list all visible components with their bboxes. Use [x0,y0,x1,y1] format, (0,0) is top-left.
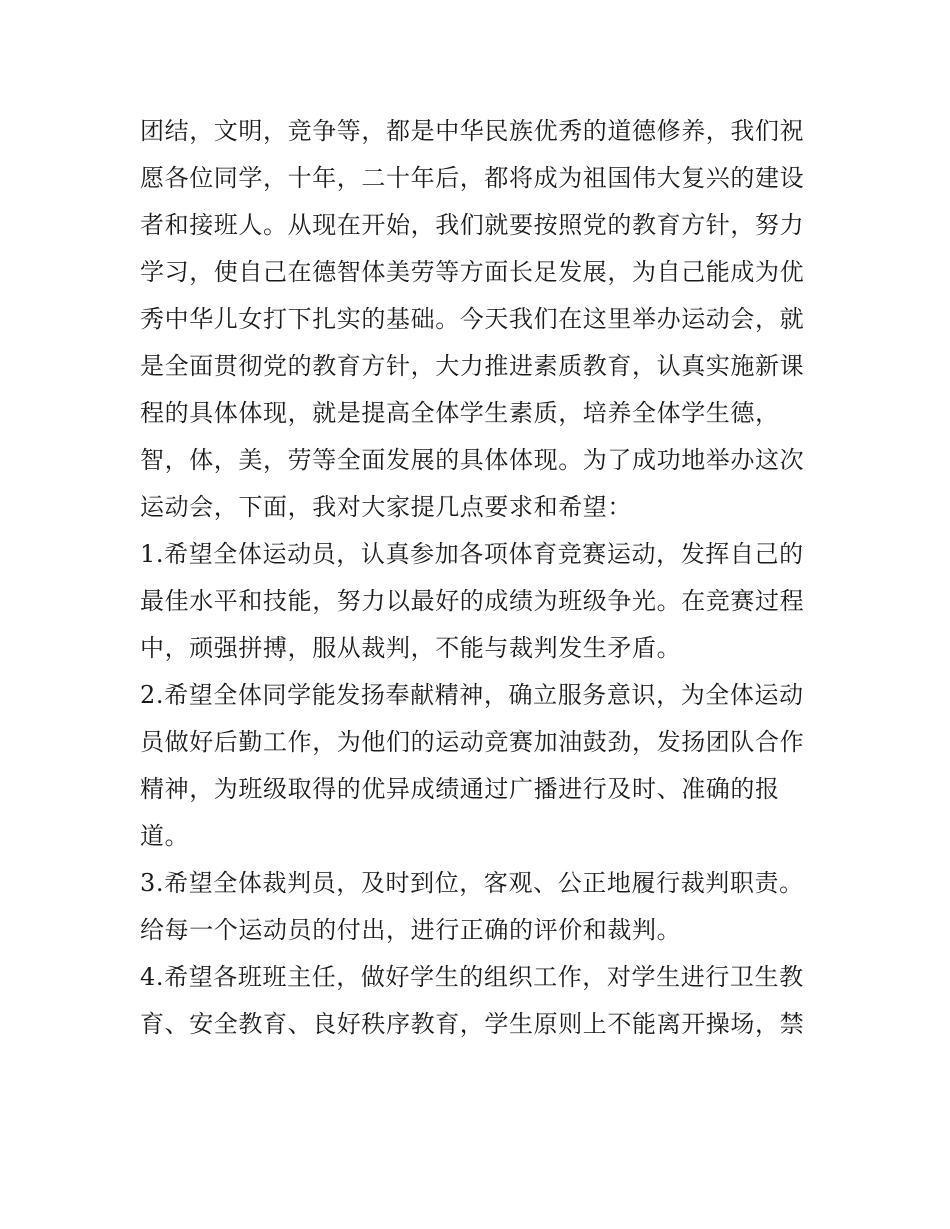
text-line: 智，体，美，劳等全面发展的具体体现。为了成功地举办这次 [140,446,805,474]
text-line: 秀中华儿女打下扎实的基础。今天我们在这里举办运动会，就 [140,305,805,333]
text-line: 者和接班人。从现在开始，我们就要按照党的教育方针，努力 [140,211,805,239]
list-item-3-line: 3.希望全体裁判员，及时到位，客观、公正地履行裁判职责。 [140,869,804,897]
list-item-4-line: 育、安全教育、良好秩序教育，学生原则上不能离开操场，禁 [140,1010,805,1038]
list-item-4-line: 4.希望各班班主任，做好学生的组织工作，对学生进行卫生教 [140,963,804,991]
text-line: 程的具体体现，就是提高全体学生素质，培养全体学生德， [140,399,780,427]
text-line: 运动会，下面，我对大家提几点要求和希望： [140,493,632,521]
list-item-3-line: 给每一个运动员的付出，进行正确的评价和裁判。 [140,916,682,944]
list-item-2-line: 道。 [140,822,190,850]
list-item-1-line: 1.希望全体运动员，认真参加各项体育竞赛运动，发挥自己的 [140,540,804,568]
text-line: 团结，文明，竞争等，都是中华民族优秀的道德修养，我们祝 [140,117,805,145]
list-item-1-line: 最佳水平和技能，努力以最好的成绩为班级争光。在竞赛过程 [140,587,805,615]
list-item-2-line: 2.希望全体同学能发扬奉献精神，确立服务意识，为全体运动 [140,681,804,709]
list-item-2-line: 精神，为班级取得的优异成绩通过广播进行及时、准确的报 [140,775,780,803]
list-item-2-line: 员做好后勤工作，为他们的运动竞赛加油鼓劲，发扬团队合作 [140,728,805,756]
text-line: 愿各位同学，十年，二十年后，都将成为祖国伟大复兴的建设 [140,164,805,192]
list-item-1-line: 中，顽强拼搏，服从裁判，不能与裁判发生矛盾。 [140,634,682,662]
text-line: 是全面贯彻党的教育方针，大力推进素质教育，认真实施新课 [140,352,805,380]
text-line: 学习，使自己在德智体美劳等方面长足发展，为自己能成为优 [140,258,805,286]
document-body [140,108,820,1048]
